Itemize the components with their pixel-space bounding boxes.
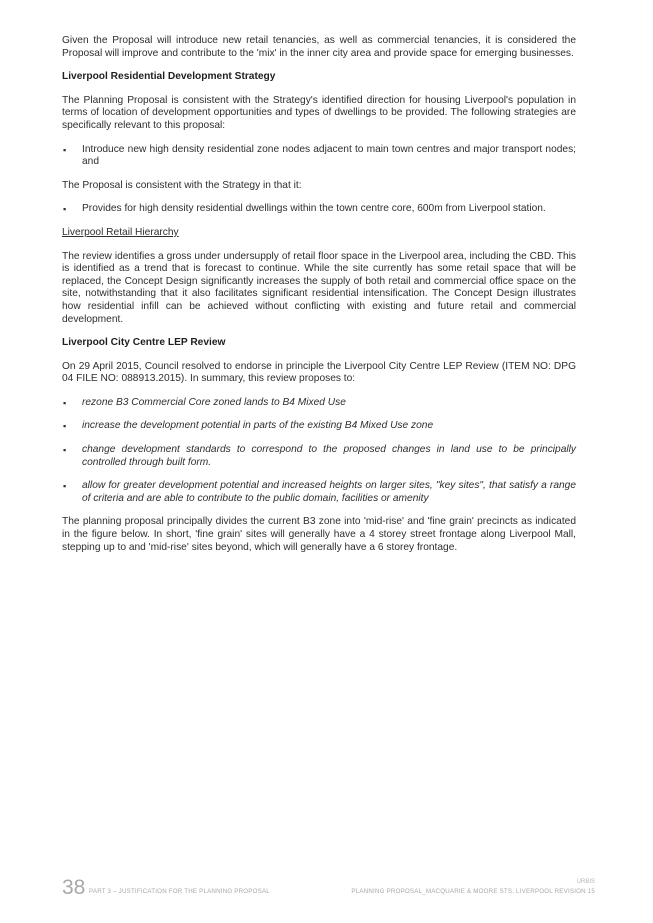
lep-review-closing-paragraph: The planning proposal principally divides the current B3 zone into 'mid-rise' and 'fine grain' precincts as indicated in the figure below. In short, 'fine grain' sites will generally have a 4 storey street frontage along Liverpool Mall, stepping up to and 'mid-rise' sites beyond, which will generally have a 6 storey frontage. xyxy=(62,516,576,553)
retail-hierarchy-paragraph: The review identifies a gross under undersupply of retail floor space in the Liverpool area, including the CBD. This is identified as a trend that is forecast to continue. While the site currently has some retail space that will be replaced, the Concept Design significantly increases the supply of both retail and commercial office space on the site, notwithstanding that it also facilitates significant residential intensification. The Concept Design illustrates how residential infill can be achieved without conflicting with existing and future retail and commercial development. xyxy=(62,250,576,325)
bullet-icon: ▪ xyxy=(63,144,67,155)
bullet-icon: ▪ xyxy=(63,204,67,215)
lep-review-paragraph: On 29 April 2015, Council resolved to endorse in principle the Liverpool City Centre LEP Review (ITEM NO: DPG 04 FILE NO: 088913.2015). In summary, this review proposes to: xyxy=(62,360,576,385)
footer-section-title: PART 3 – JUSTIFICATION FOR THE PLANNING PROPOSAL xyxy=(89,888,270,895)
retail-hierarchy-heading: Liverpool Retail Hierarchy xyxy=(62,226,179,238)
residential-strategy-heading: Liverpool Residential Development Strategy xyxy=(62,71,276,83)
bullet-icon: ▪ xyxy=(63,481,67,492)
intro-paragraph: Given the Proposal will introduce new retail tenancies, as well as commercial tenancies, it is considered the Proposal will improve and contribute to the 'mix' in the inner city area and provide space for emerging businesses. xyxy=(62,35,576,59)
list-item: ▪ rezone B3 Commercial Core zoned lands to B4 Mixed Use xyxy=(63,396,346,408)
residential-strategy-list xyxy=(62,144,576,169)
consistency-list xyxy=(62,203,576,216)
consistency-text: The Proposal is consistent with the Strategy in that it: xyxy=(62,179,302,191)
list-item: ▪ change development standards to correspond to the proposed changes in land use to be principally controlled through built form. xyxy=(63,444,576,468)
urbis-logo: URBIS xyxy=(576,879,595,885)
list-item: ▪ Introduce new high density residential zone nodes adjacent to main town centres and major transport nodes; and xyxy=(63,143,576,168)
lep-review-heading: Liverpool City Centre LEP Review xyxy=(62,337,226,349)
lep-review-list xyxy=(62,397,576,506)
residential-strategy-paragraph: The Planning Proposal is consistent with the Strategy's identified direction for housing Liverpool's population in terms of location of development opportunities and types of dwellings to be provided. The following strategies are specifically relevant to this proposal: xyxy=(62,94,576,131)
list-item: ▪ increase the development potential in parts of the existing B4 Mixed Use zone xyxy=(63,420,434,432)
page-body xyxy=(62,35,576,554)
bullet-icon: ▪ xyxy=(63,445,67,456)
page-footer xyxy=(62,874,595,898)
bullet-icon: ▪ xyxy=(63,421,67,432)
bullet-icon: ▪ xyxy=(63,397,67,408)
page-number: 38 xyxy=(62,876,86,899)
list-item: ▪ allow for greater development potential and increased heights on larger sites, "key sites", that satisfy a range of criteria and are able to contribute to the public domain, facilities or amenity xyxy=(63,480,576,504)
footer-document-title: PLANNING PROPOSAL_MACQUARIE & MOORE STS, LIVERPOOL REVISION 15 xyxy=(351,888,595,895)
list-item: ▪ Provides for high density residential dwellings within the town centre core, 600m from Liverpool station. xyxy=(63,203,546,215)
